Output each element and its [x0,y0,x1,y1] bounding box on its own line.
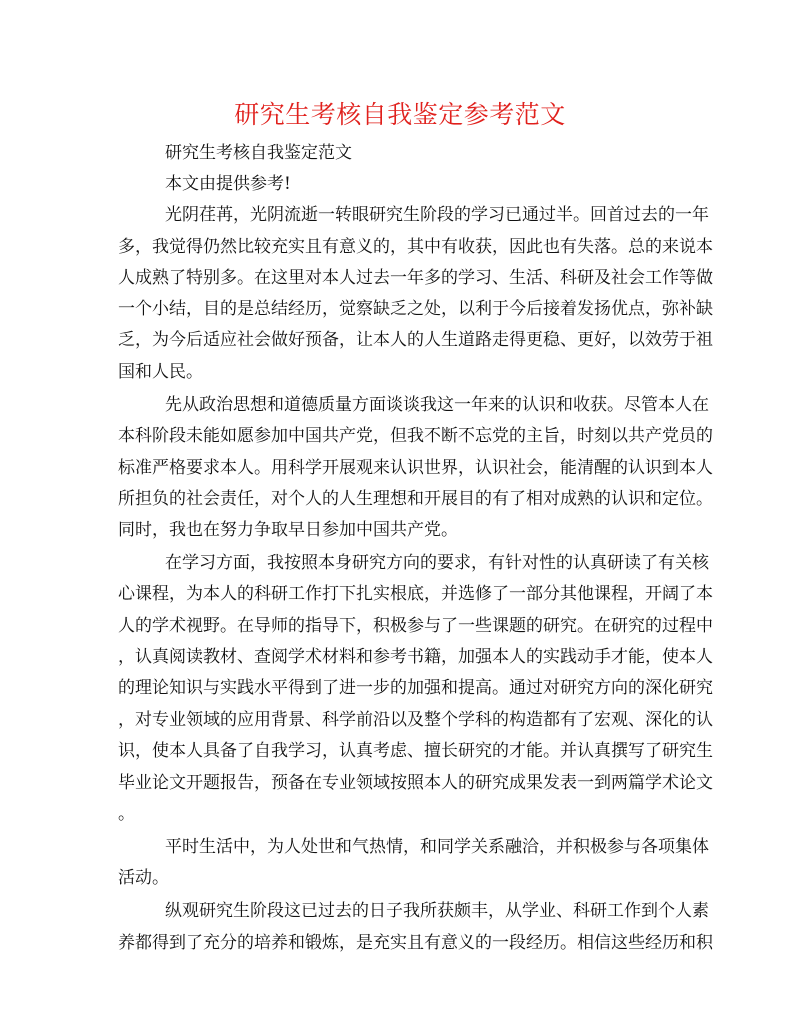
paragraph-3-line-3: 人的学术视野。在导师的指导下，积极参与了一些课题的研究。在研究的过程中 [118,616,713,636]
paragraph-2-line-2: 本科阶段未能如愿参加中国共产党，但我不断不忘党的主旨，时刻以共产党员的 [118,426,713,446]
paragraph-3-line-4: ，认真阅读教材、查阅学术材料和参考书籍，加强本人的实践动手才能，使本人 [118,647,713,667]
paragraph-1-line-5: 乏，为今后适应社会做好预备，让本人的人生道路走得更稳、更好，以效劳于祖 [118,330,713,350]
paragraph-4-line-2: 活动。 [118,868,169,888]
paragraph-1-line-2: 多，我觉得仍然比较充实且有意义的，其中有收获，因此也有失落。总的来说本 [118,237,713,257]
paragraph-1-line-3: 人成熟了特别多。在这里对本人过去一年多的学习、生活、科研及社会工作等做 [118,268,713,288]
paragraph-3-line-7: 识，使本人具备了自我学习，认真考虑、擅长研究的才能。并认真撰写了研究生 [118,741,713,761]
paragraph-1-line-6: 国和人民。 [118,362,203,382]
source-note-line: 本文由提供参考! [165,174,291,194]
document-title: 研究生考核自我鉴定参考范文 [234,100,566,129]
paragraph-2-line-1: 先从政治思想和道德质量方面谈谈我这一年来的认识和收获。尽管本人在 [165,395,709,415]
paragraph-1-line-4: 一个小结，目的是总结经历，觉察缺乏之处，以利于今后接着发扬优点，弥补缺 [118,299,713,319]
paragraph-2-line-5: 同时，我也在努力争取早日参加中国共产党。 [118,520,458,540]
paragraph-2-line-3: 标准严格要求本人。用科学开展观来认识世界，认识社会，能清醒的认识到本人 [118,458,713,478]
paragraph-2-line-4: 所担负的社会责任，对个人的人生理想和开展目的有了相对成熟的认识和定位。 [118,489,713,509]
subtitle-line: 研究生考核自我鉴定范文 [165,143,352,163]
paragraph-4-line-1: 平时生活中，为人处世和气热情，和同学关系融洽，并积极参与各项集体 [165,837,709,857]
paragraph-3-line-9: 。 [118,804,135,824]
paragraph-3-line-8: 毕业论文开题报告，预备在专业领域按照本人的研究成果发表一到两篇学术论文 [118,773,713,793]
paragraph-3-line-5: 的理论知识与实践水平得到了进一步的加强和提高。通过对研究方向的深化研究 [118,678,713,698]
paragraph-3-line-2: 心课程，为本人的科研工作打下扎实根底，并选修了一部分其他课程，开阔了本 [118,584,713,604]
paragraph-3-line-6: ，对专业领域的应用背景、科学前沿以及整个学科的构造都有了宏观、深化的认 [118,710,713,730]
paragraph-5-line-2: 养都得到了充分的培养和锻炼，是充实且有意义的一段经历。相信这些经历和积 [118,933,713,953]
paragraph-5-line-1: 纵观研究生阶段这已过去的日子我所获颇丰，从学业、科研工作到个人素 [165,901,709,921]
paragraph-1-line-1: 光阴荏苒，光阴流逝一转眼研究生阶段的学习已通过半。回首过去的一年 [165,205,709,225]
paragraph-3-line-1: 在学习方面，我按照本身研究方向的要求，有针对性的认真研读了有关核 [165,553,709,573]
